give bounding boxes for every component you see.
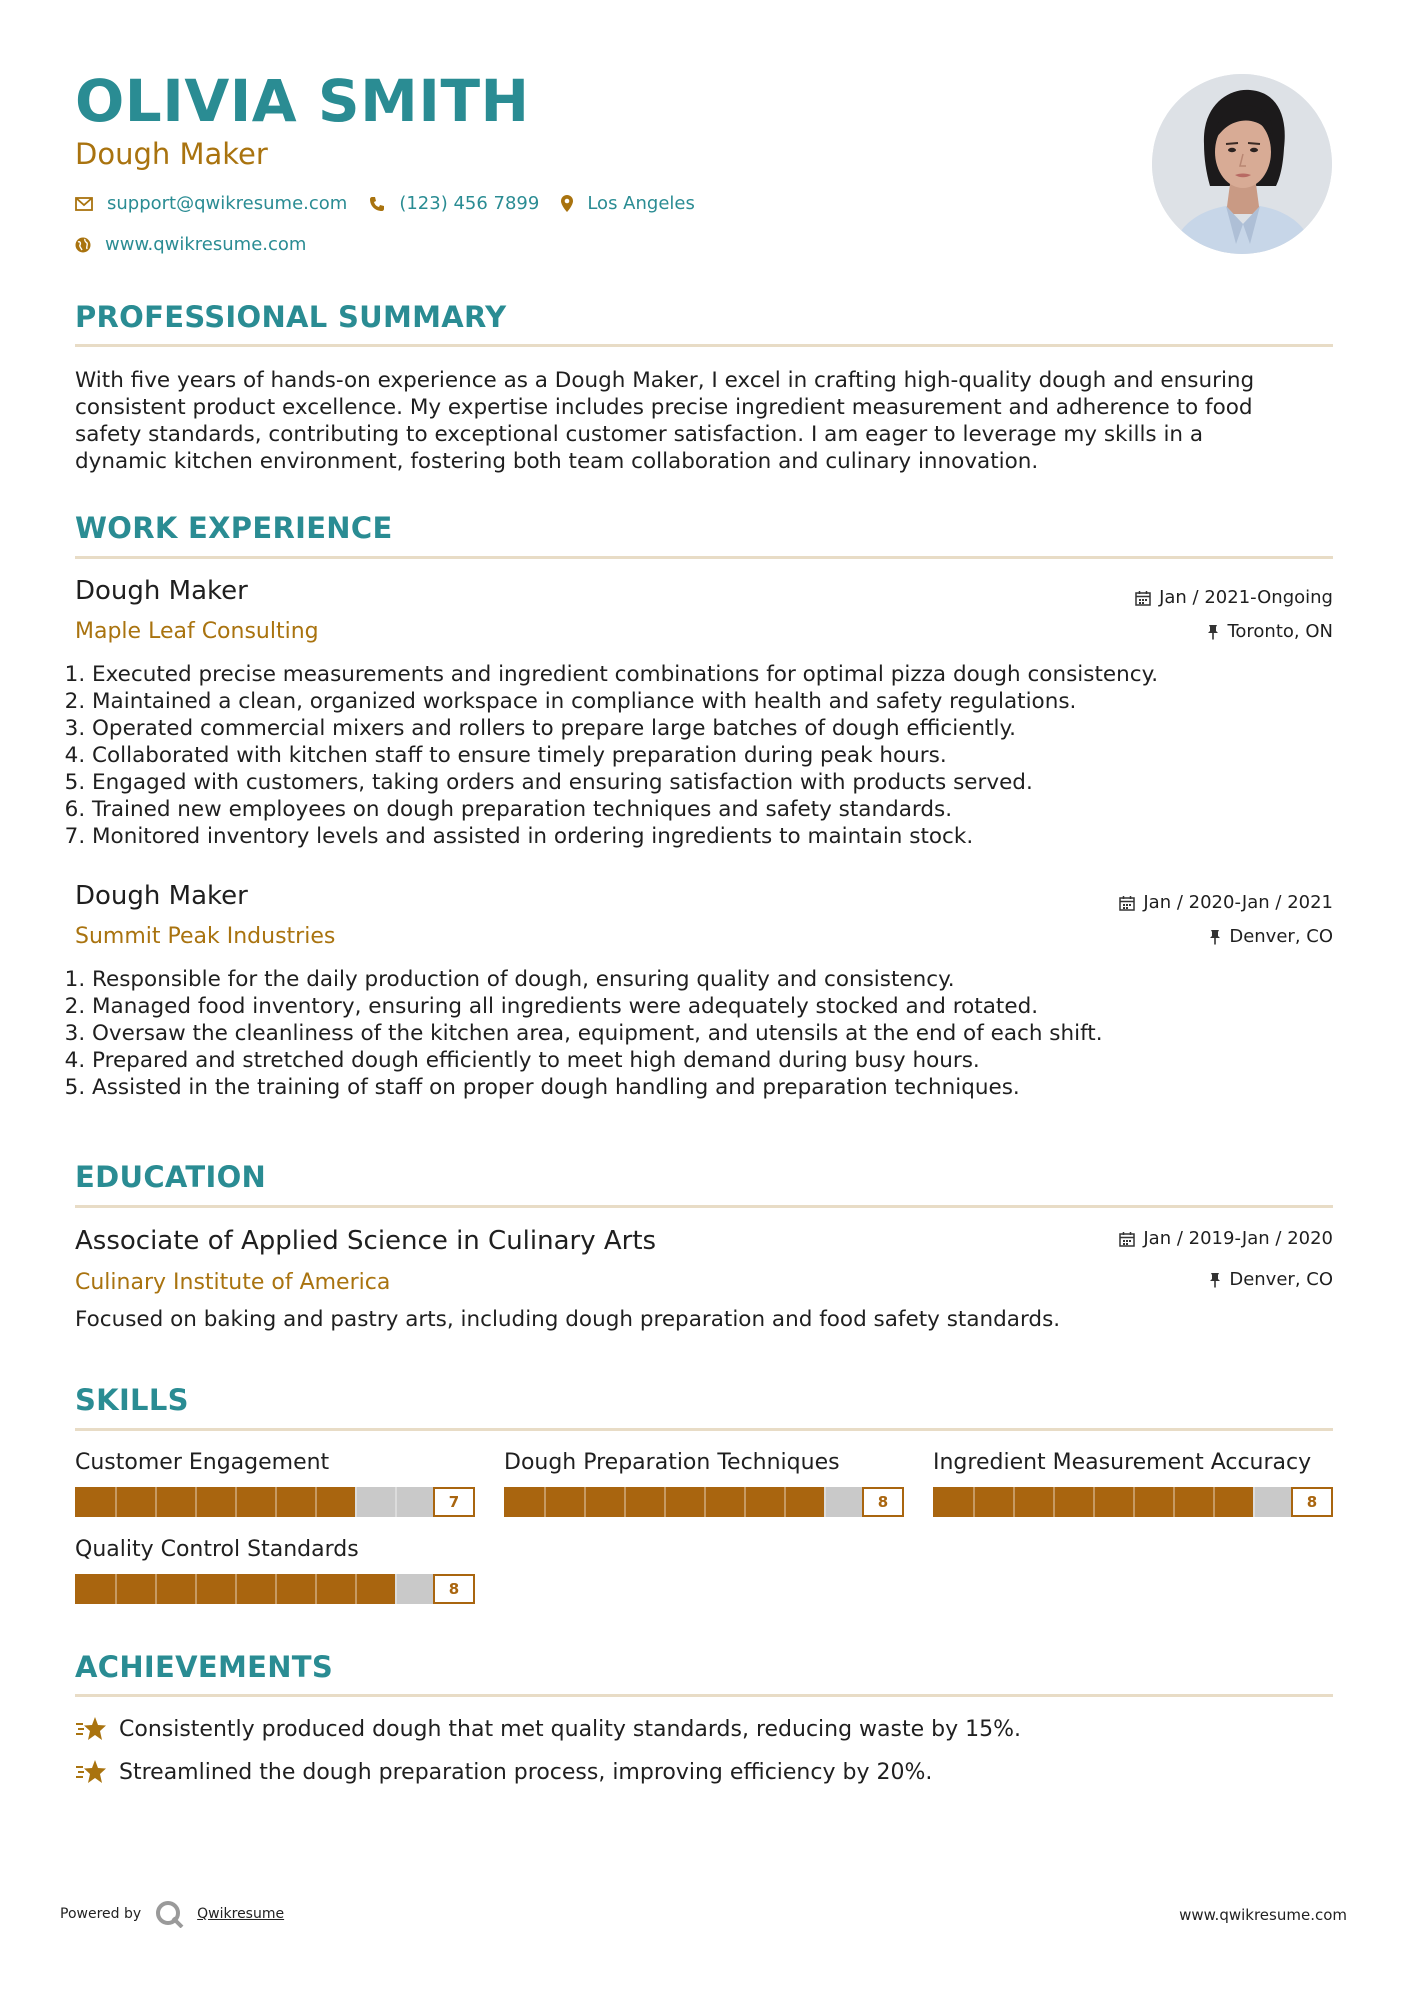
skill-bar-segment — [1173, 1487, 1175, 1517]
experience-divider — [75, 556, 1333, 559]
summary-line: dynamic kitchen environment, fostering both team collaboration and culinary innovation. — [75, 449, 1039, 474]
skill-bar-segment — [1093, 1487, 1095, 1517]
job-dates-text: Jan / 2021-Ongoing — [1159, 587, 1333, 608]
skill-item — [75, 1537, 475, 1604]
skill-label: Quality Control Standards — [75, 1537, 359, 1562]
footer-website[interactable]: www.qwikresume.com — [1179, 1906, 1347, 1924]
skill-bar-segment — [115, 1574, 117, 1604]
job-bullet: 7. Monitored inventory levels and assisted in ordering ingredients to maintain stock. — [92, 823, 1362, 850]
contact-row-1 — [75, 193, 717, 214]
skill-bar-segment — [235, 1487, 237, 1517]
skill-label: Customer Engagement — [75, 1450, 330, 1475]
candidate-title: Dough Maker — [75, 137, 268, 171]
job-bullet: 3. Operated commercial mixers and rollers to prepare large batches of dough efficiently. — [92, 715, 1362, 742]
skills-divider — [75, 1428, 1333, 1431]
skill-bar-segment — [355, 1574, 357, 1604]
job-bullet: 3. Oversaw the cleanliness of the kitchen area, equipment, and utensils at the end of each shift. — [92, 1020, 1362, 1047]
skill-bar-segment — [395, 1574, 397, 1604]
star-icon — [75, 1716, 107, 1742]
skill-bar-fill — [75, 1487, 355, 1517]
envelope-icon — [75, 197, 93, 211]
skill-label: Ingredient Measurement Accuracy — [933, 1450, 1312, 1475]
skill-bar-segment — [195, 1574, 197, 1604]
skill-bar-segment — [235, 1574, 237, 1604]
education-location — [1209, 1269, 1333, 1290]
school-name: Culinary Institute of America — [75, 1270, 391, 1295]
skill-bar-segment — [973, 1487, 975, 1517]
education-description: Focused on baking and pastry arts, including dough preparation and food safety standards. — [75, 1307, 1061, 1332]
job-bullet: 2. Managed food inventory, ensuring all ingredients were adequately stocked and rotated. — [92, 993, 1362, 1020]
email-contact[interactable] — [75, 193, 347, 214]
job-dates-text: Jan / 2020-Jan / 2021 — [1143, 892, 1333, 913]
education-dates — [1119, 1228, 1333, 1249]
job-bullet: 1. Responsible for the daily production of dough, ensuring quality and consistency. — [92, 966, 1362, 993]
star-icon — [75, 1759, 107, 1785]
skills-heading: SKILLS — [75, 1383, 189, 1417]
profile-photo — [1152, 74, 1332, 254]
skill-bar-segment — [744, 1487, 746, 1517]
job-title: Dough Maker — [75, 576, 248, 606]
skill-bar-segment — [584, 1487, 586, 1517]
skill-bar-segment — [784, 1487, 786, 1517]
job-bullets — [68, 966, 1362, 1101]
skill-bar-segment — [275, 1487, 277, 1517]
location-text: Los Angeles — [587, 193, 695, 214]
skill-bar-segment — [704, 1487, 706, 1517]
achievement-item — [75, 1759, 932, 1785]
skill-score: 8 — [862, 1487, 904, 1517]
education-dates-text: Jan / 2019-Jan / 2020 — [1143, 1228, 1333, 1249]
skill-bar-segment — [395, 1487, 397, 1517]
job-bullet: 1. Executed precise measurements and ingredient combinations for optimal pizza dough consistency. — [92, 661, 1362, 688]
skill-bar-segment — [315, 1487, 317, 1517]
footer-powered-by — [60, 1900, 284, 1928]
job-location — [1209, 926, 1333, 947]
job-location-text: Denver, CO — [1229, 926, 1333, 947]
qwikresume-logo-icon — [155, 1900, 185, 1928]
skill-bar-segment — [155, 1574, 157, 1604]
achievements-heading: ACHIEVEMENTS — [75, 1650, 334, 1684]
phone-text: (123) 456 7899 — [399, 193, 540, 214]
calendar-icon — [1119, 895, 1135, 911]
job-location — [1207, 621, 1333, 642]
skill-score: 8 — [1291, 1487, 1333, 1517]
skill-bar-segment — [115, 1487, 117, 1517]
skill-item — [504, 1450, 904, 1517]
skill-bar-segment — [664, 1487, 666, 1517]
skill-bar — [75, 1487, 475, 1517]
pushpin-icon — [1209, 1272, 1221, 1288]
achievement-item — [75, 1716, 1021, 1742]
qwikresume-link[interactable]: Qwikresume — [197, 1906, 285, 1922]
phone-icon — [369, 196, 385, 212]
portrait-illustration — [1152, 74, 1332, 254]
education-location-text: Denver, CO — [1229, 1269, 1333, 1290]
job-company: Maple Leaf Consulting — [75, 619, 319, 644]
skill-score: 7 — [433, 1487, 475, 1517]
calendar-icon — [1135, 590, 1151, 606]
calendar-icon — [1119, 1231, 1135, 1247]
skill-bar-segment — [155, 1487, 157, 1517]
skill-bar-segment — [624, 1487, 626, 1517]
achievements-divider — [75, 1694, 1333, 1697]
map-pin-icon — [561, 195, 573, 212]
skill-bar — [504, 1487, 904, 1517]
skill-bar-segment — [1253, 1487, 1255, 1517]
degree-title: Associate of Applied Science in Culinary Arts — [75, 1226, 657, 1256]
job-bullet: 5. Assisted in the training of staff on proper dough handling and preparation techniques. — [92, 1074, 1362, 1101]
skill-bar-segment — [1133, 1487, 1135, 1517]
candidate-name: OLIVIA SMITH — [75, 67, 530, 135]
skill-item — [75, 1450, 475, 1517]
job-bullet: 5. Engaged with customers, taking orders and ensuring satisfaction with products served. — [92, 769, 1362, 796]
job-dates — [1135, 587, 1333, 608]
achievement-text: Consistently produced dough that met quality standards, reducing waste by 15%. — [119, 1716, 1022, 1742]
email-text: support@qwikresume.com — [107, 193, 348, 214]
skill-label: Dough Preparation Techniques — [504, 1450, 840, 1475]
skill-bar-segment — [544, 1487, 546, 1517]
powered-by-label: Powered by — [60, 1906, 142, 1922]
skill-score: 8 — [433, 1574, 475, 1604]
skill-bar-segment — [824, 1487, 826, 1517]
job-location-text: Toronto, ON — [1227, 621, 1333, 642]
location-contact — [561, 193, 695, 214]
job-bullets — [68, 661, 1362, 850]
skill-bar-segment — [195, 1487, 197, 1517]
website-contact[interactable] — [75, 234, 306, 255]
pushpin-icon — [1207, 624, 1219, 640]
skill-bar-segment — [1213, 1487, 1215, 1517]
globe-icon — [75, 237, 91, 253]
summary-divider — [75, 344, 1333, 347]
job-bullet: 4. Collaborated with kitchen staff to ensure timely preparation during peak hours. — [92, 742, 1362, 769]
skill-bar-segment — [1053, 1487, 1055, 1517]
skill-item — [933, 1450, 1333, 1517]
job-company: Summit Peak Industries — [75, 924, 336, 949]
skill-bar-segment — [275, 1574, 277, 1604]
achievement-text: Streamlined the dough preparation process, improving efficiency by 20%. — [119, 1759, 933, 1785]
website-text: www.qwikresume.com — [105, 234, 307, 255]
skill-bar-segment — [355, 1487, 357, 1517]
summary-line: With five years of hands-on experience as a Dough Maker, I excel in crafting high-quality dough and ensuring — [75, 368, 1255, 393]
summary-heading: PROFESSIONAL SUMMARY — [75, 300, 507, 334]
skill-bar — [75, 1574, 475, 1604]
summary-line: consistent product excellence. My expertise includes precise ingredient measurement and adherence to food — [75, 395, 1253, 420]
job-bullet: 2. Maintained a clean, organized workspace in compliance with health and safety regulations. — [92, 688, 1362, 715]
skill-bar — [933, 1487, 1333, 1517]
summary-line: safety standards, contributing to exceptional customer satisfaction. I am eager to leverage my skills in a — [75, 422, 1204, 447]
contact-row-2 — [75, 234, 328, 255]
skill-bar-segment — [315, 1574, 317, 1604]
job-dates — [1119, 892, 1333, 913]
job-bullet: 6. Trained new employees on dough preparation techniques and safety standards. — [92, 796, 1362, 823]
summary-text — [75, 367, 1335, 475]
education-heading: EDUCATION — [75, 1160, 267, 1194]
skill-bar-segment — [1013, 1487, 1015, 1517]
job-bullet: 4. Prepared and stretched dough efficiently to meet high demand during busy hours. — [92, 1047, 1362, 1074]
education-divider — [75, 1205, 1333, 1208]
job-title: Dough Maker — [75, 881, 248, 911]
pushpin-icon — [1209, 929, 1221, 945]
phone-contact[interactable] — [369, 193, 539, 214]
experience-heading: WORK EXPERIENCE — [75, 511, 393, 545]
